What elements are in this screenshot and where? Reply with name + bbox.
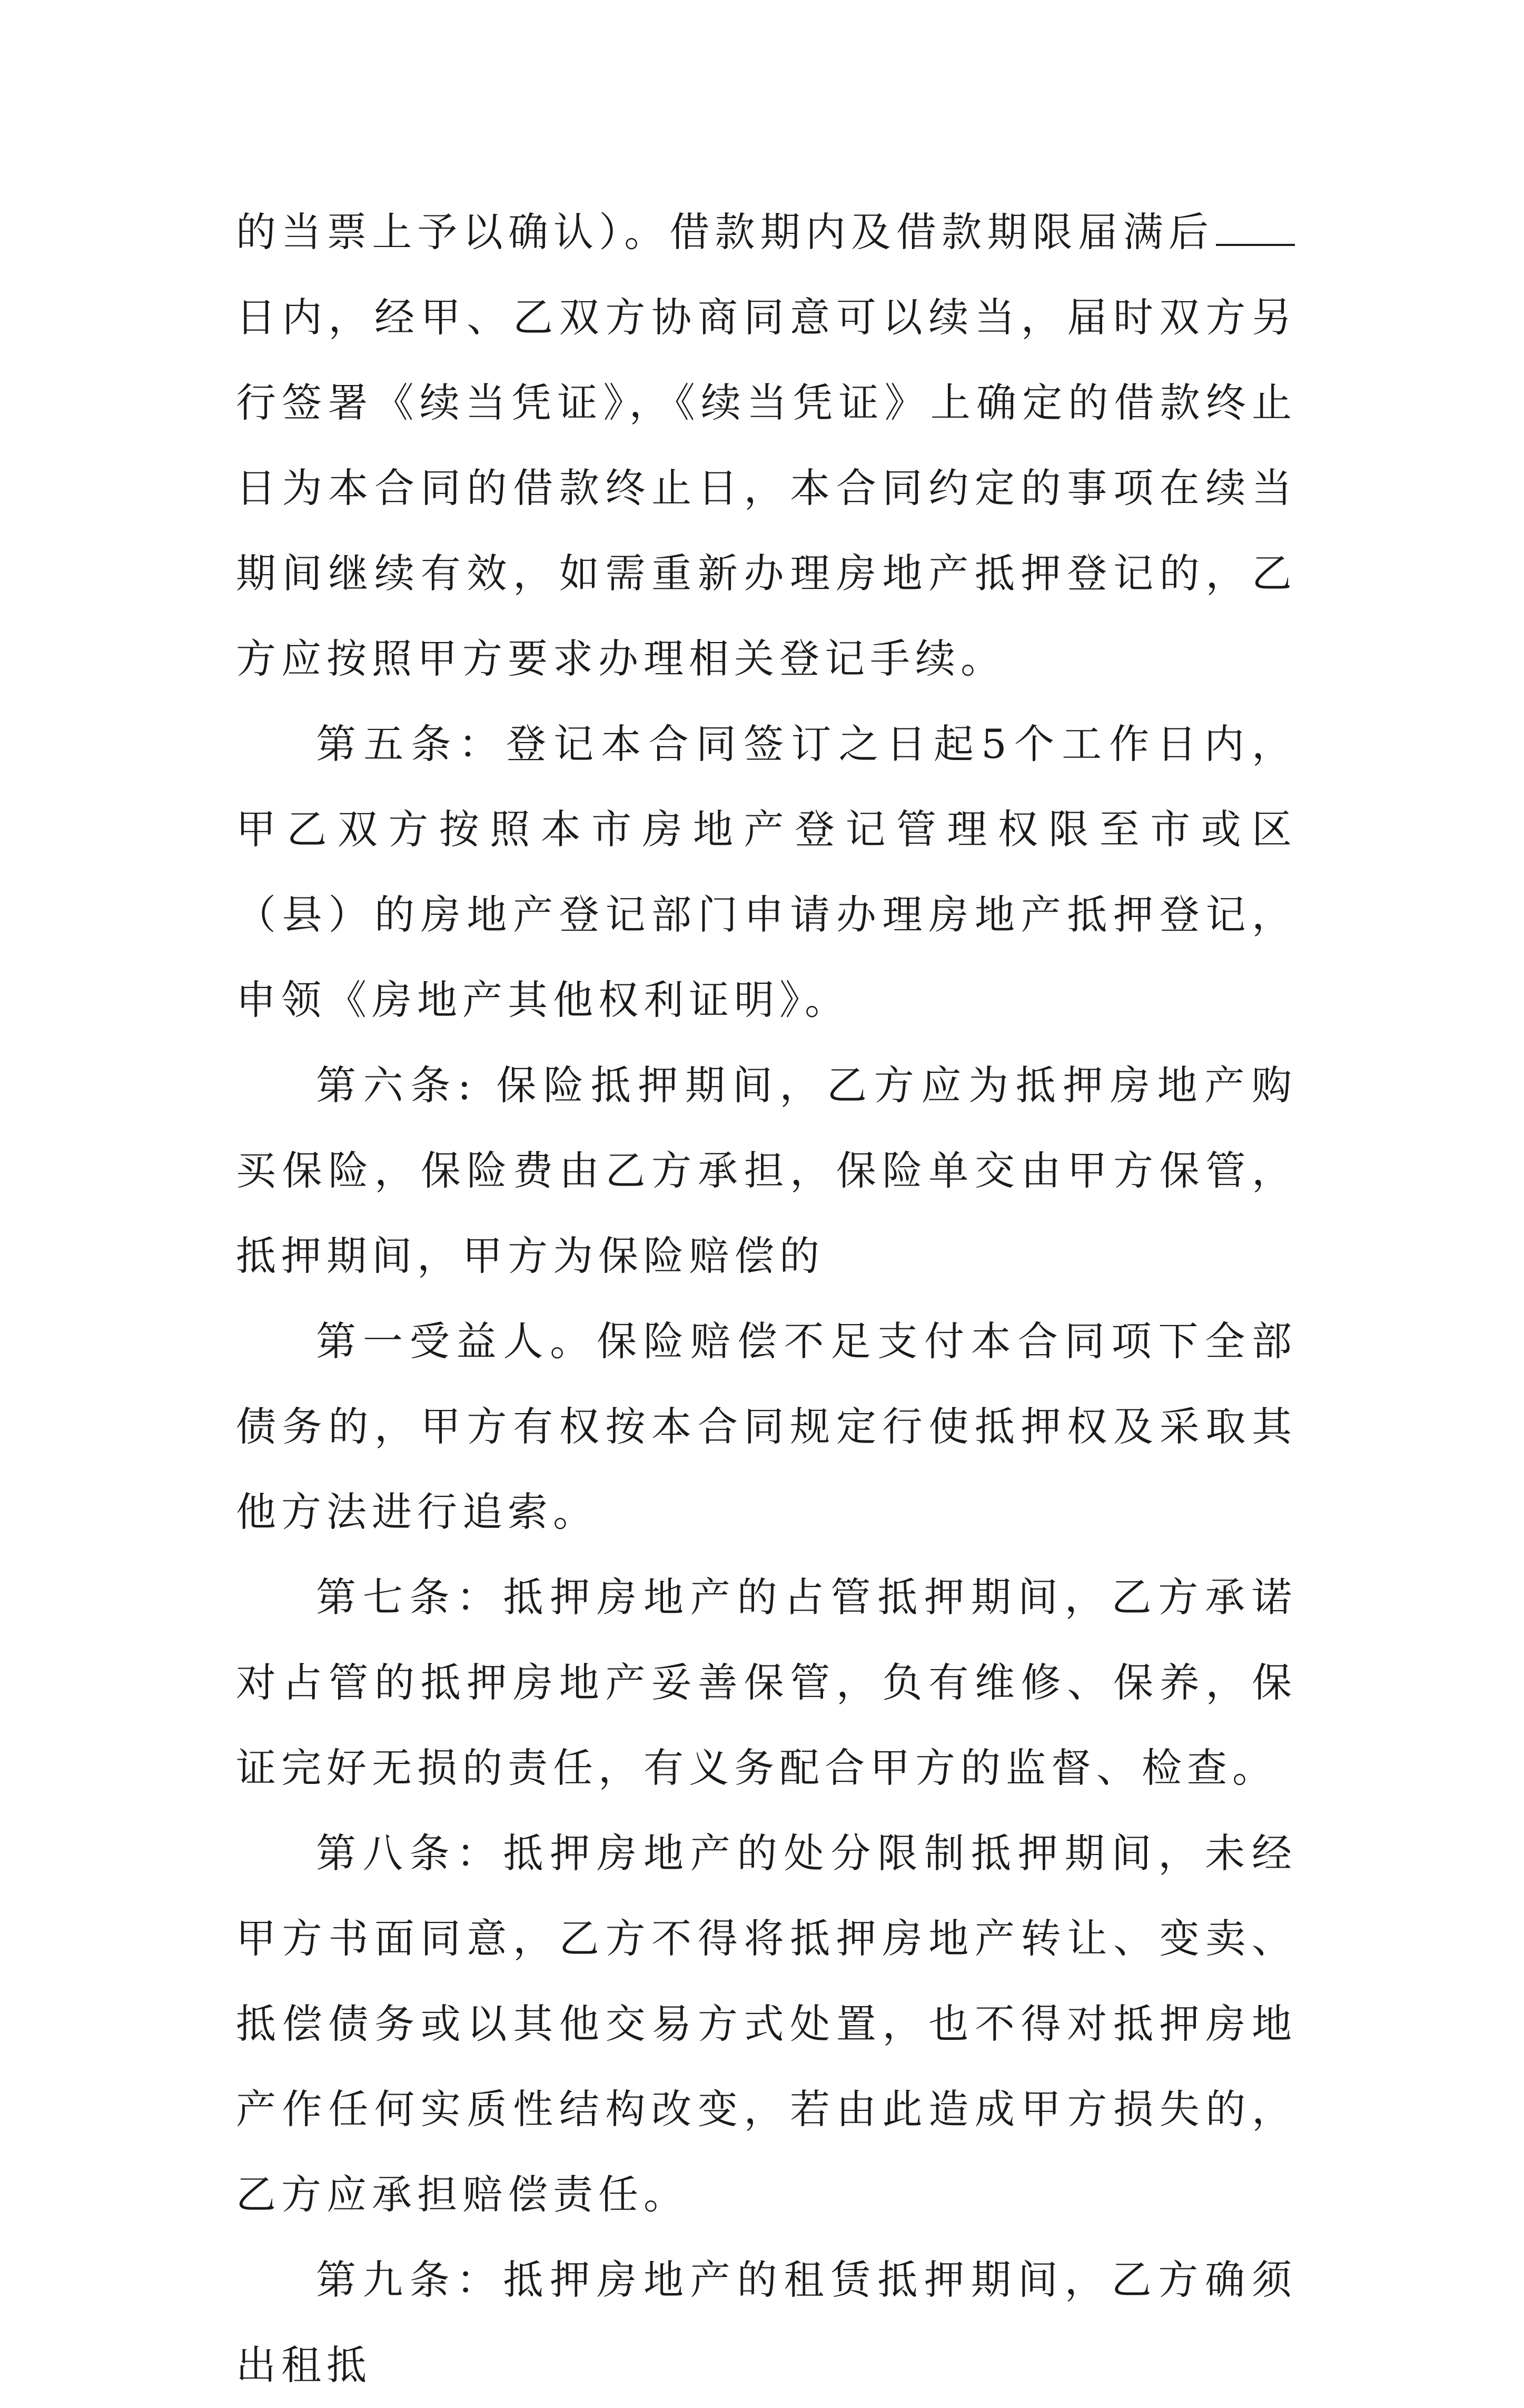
paragraph-article-5: 第五条：登记本合同签订之日起5个工作日内，甲乙双方按照本市房地产登记管理权限至市或区（县）的房地产登记部门申请办理房地产抵押登记，申领《房地产其他权利证明》。 bbox=[236, 721, 1297, 1023]
paragraph-article-8: 第八条：抵押房地产的处分限制抵押期间，未经甲方书面同意，乙方不得将抵押房地产转让、变卖、抵偿债务或以其他交易方式处置，也不得对抵押房地产作任何实质性结构改变，若由此造成甲方损失的，乙方应承担赔偿责任。 bbox=[236, 1830, 1297, 2218]
paragraph-article-6: 第六条: 保险抵押期间，乙方应为抵押房地产购买保险，保险费由乙方承担，保险单交由甲方保管，抵押期间，甲方为保险赔偿的 bbox=[236, 1062, 1297, 1279]
paragraph-continuation bbox=[236, 190, 1297, 702]
document-body bbox=[236, 190, 1297, 2408]
paragraph-article-7: 第七条：抵押房地产的占管抵押期间，乙方承诺对占管的抵押房地产妥善保管，负有维修、保养，保证完好无损的责任，有义务配合甲方的监督、检查。 bbox=[236, 1574, 1297, 1791]
paragraph-article-9: 第九条：抵押房地产的租赁抵押期间，乙方确须出租抵 bbox=[236, 2256, 1297, 2389]
paragraph-text-after-blank: 日内，经甲、乙双方协商同意可以续当，届时双方另行签署《续当凭证》，《续当凭证》上确定的借款终止日为本合同的借款终止日，本合同约定的事项在续当期间继续有效，如需重新办理房地产抵押登记的，乙方应按照甲方要求办理相关登记手续。 bbox=[236, 294, 1297, 682]
paragraph-article-6-continued: 第一受益人。保险赔偿不足支付本合同项下全部债务的，甲方有权按本合同规定行使抵押权及采取其他方法进行追索。 bbox=[236, 1318, 1297, 1535]
paragraph-text-before-blank: 的当票上予以确认）。借款期内及借款期限届满后 bbox=[236, 209, 1214, 255]
fill-in-blank bbox=[1216, 242, 1295, 246]
